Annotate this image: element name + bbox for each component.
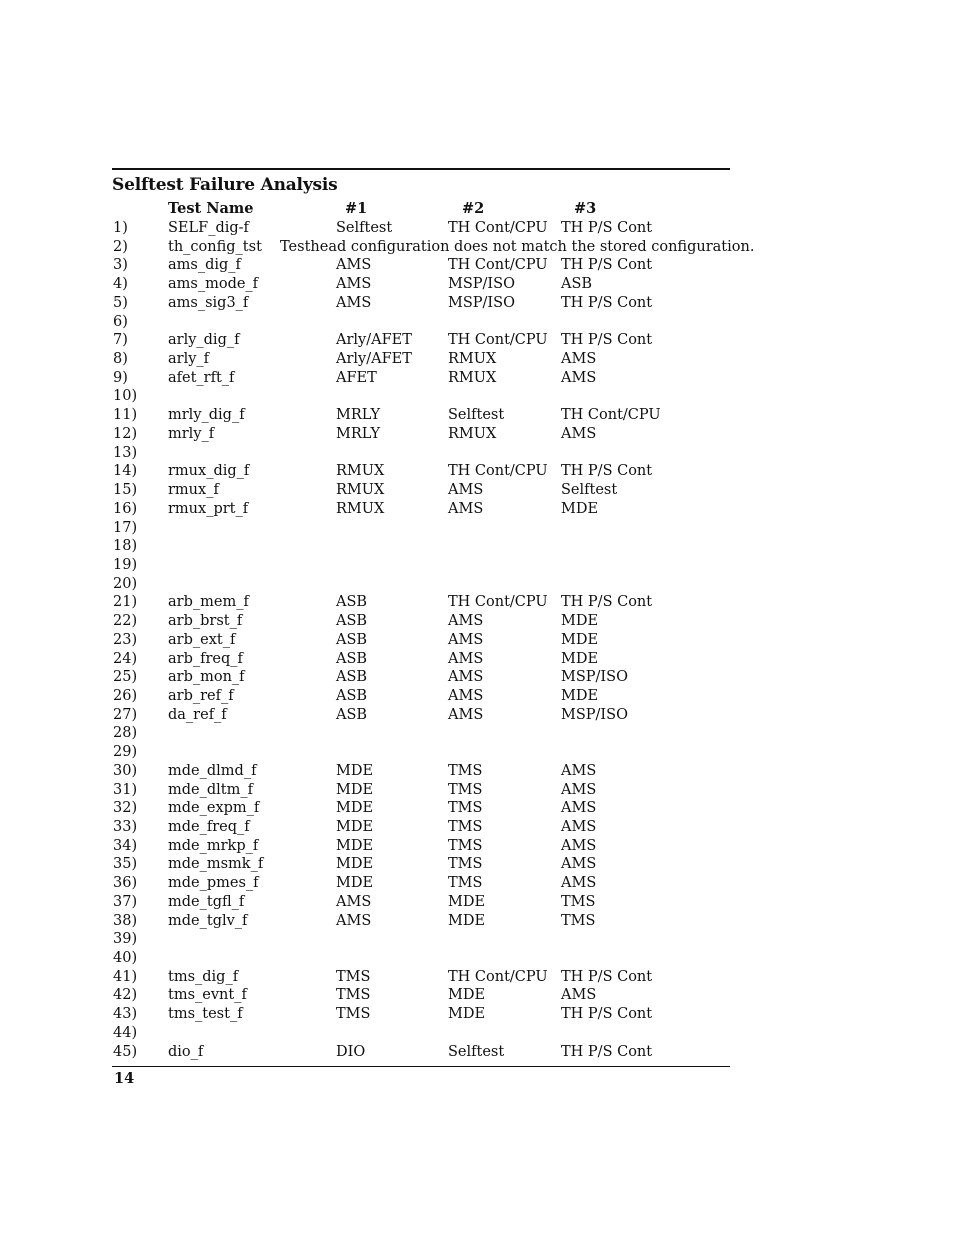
row-number: 26): [113, 687, 138, 704]
test-name: rmux_f: [168, 482, 219, 499]
failure-2: TMS: [448, 837, 483, 854]
row-number: 23): [113, 631, 138, 648]
table-row: [0, 799, 954, 818]
test-name: arb_freq_f: [168, 650, 243, 667]
section-title: Selftest Failure Analysis: [112, 175, 338, 195]
failure-3: AMS: [561, 351, 597, 368]
row-number: 12): [113, 425, 138, 442]
failure-3: AMS: [561, 800, 597, 817]
failure-2: TH Cont/CPU: [448, 257, 548, 274]
failure-1: AMS: [336, 912, 372, 929]
failure-2: MDE: [448, 1006, 486, 1023]
table-row: [0, 238, 954, 257]
failure-2: TH Cont/CPU: [448, 220, 548, 236]
failure-1: RMUX: [336, 482, 385, 499]
table-row: [0, 575, 954, 594]
failure-3: AMS: [561, 369, 597, 386]
failure-1: TMS: [336, 987, 371, 1004]
row-number: 13): [113, 444, 138, 461]
table-row: [0, 1024, 954, 1043]
failure-2: TH Cont/CPU: [448, 463, 548, 480]
failure-1: TMS: [336, 1006, 371, 1023]
failure-3: MSP/ISO: [561, 706, 628, 723]
failure-1: AMS: [336, 257, 372, 274]
row-number: 27): [113, 706, 138, 723]
row-number: 3): [113, 257, 128, 274]
failure-2: TH Cont/CPU: [448, 332, 548, 349]
failure-3: TH P/S Cont: [561, 463, 653, 480]
failure-3: TH P/S Cont: [561, 257, 653, 274]
failure-3: AMS: [561, 762, 597, 779]
failure-1: MDE: [336, 837, 374, 854]
row-number: 28): [113, 725, 138, 742]
table-row: [0, 949, 954, 968]
test-name: mde_dltm_f: [168, 781, 253, 798]
row-number: 24): [113, 650, 138, 667]
failure-1: AMS: [336, 276, 372, 293]
header-col-3: #3: [574, 200, 597, 217]
header-test-name: Test Name: [168, 200, 254, 217]
failure-3: TH P/S Cont: [561, 594, 653, 611]
failure-3: TH Cont/CPU: [561, 407, 661, 424]
row-number: 36): [113, 875, 138, 892]
row-number: 45): [113, 1043, 138, 1060]
failure-3: TH P/S Cont: [561, 220, 653, 236]
failure-3: TH P/S Cont: [561, 1006, 653, 1023]
row-number: 38): [113, 912, 138, 929]
table-row: [0, 256, 954, 275]
test-name: da_ref_f: [168, 706, 227, 723]
table-row: [0, 1005, 954, 1024]
test-name: rmux_prt_f: [168, 500, 249, 517]
row-number: 16): [113, 500, 138, 517]
failure-3: AMS: [561, 819, 597, 835]
table-row: [0, 462, 954, 481]
table-row: [0, 313, 954, 332]
failure-3: MDE: [561, 687, 599, 704]
failure-3: TMS: [561, 912, 596, 929]
failure-1: DIO: [336, 1043, 366, 1060]
failure-1: MRLY: [336, 407, 381, 424]
row-number: 2): [113, 238, 128, 255]
test-name: dio_f: [168, 1043, 204, 1060]
row-number: 10): [113, 388, 138, 405]
row-number: 34): [113, 837, 138, 854]
test-name: ams_sig3_f: [168, 294, 249, 311]
failure-1: MRLY: [336, 425, 381, 442]
failure-1: Arly/AFET: [336, 351, 412, 368]
failure-3: TH P/S Cont: [561, 968, 653, 985]
table-row: [0, 837, 954, 856]
row-number: 40): [113, 950, 138, 967]
failure-2: AMS: [448, 631, 484, 648]
row-note: Testhead configuration does not match the stored configuration.: [280, 238, 755, 255]
failure-2: TH Cont/CPU: [448, 594, 548, 611]
table-row: [0, 687, 954, 706]
test-name: mrly_dig_f: [168, 407, 245, 424]
failure-2: TH Cont/CPU: [448, 968, 548, 985]
failure-1: AFET: [336, 369, 377, 386]
failure-2: TMS: [448, 875, 483, 892]
failure-2: AMS: [448, 687, 484, 704]
test-name: mde_mrkp_f: [168, 837, 259, 854]
test-name: th_config_tst: [168, 238, 262, 255]
failure-3: TH P/S Cont: [561, 1043, 653, 1060]
failure-1: ASB: [336, 669, 368, 686]
test-name: arb_mem_f: [168, 594, 249, 611]
failure-3: TMS: [561, 893, 596, 910]
test-name: arb_ref_f: [168, 687, 234, 704]
failure-1: MDE: [336, 800, 374, 817]
failure-3: AMS: [561, 837, 597, 854]
failure-1: AMS: [336, 294, 372, 311]
row-number: 35): [113, 856, 138, 873]
failure-2: AMS: [448, 706, 484, 723]
row-number: 25): [113, 669, 138, 686]
failure-1: MDE: [336, 762, 374, 779]
failure-1: ASB: [336, 631, 368, 648]
failure-3: AMS: [561, 987, 597, 1004]
row-number: 6): [113, 313, 128, 330]
test-name: SELF_dig-f: [168, 220, 249, 236]
table-row: [0, 556, 954, 575]
failure-2: AMS: [448, 500, 484, 517]
failure-2: TMS: [448, 762, 483, 779]
failure-3: MDE: [561, 650, 599, 667]
test-name: mde_pmes_f: [168, 875, 259, 892]
row-number: 19): [113, 556, 138, 573]
failure-2: AMS: [448, 613, 484, 630]
failure-3: Selftest: [561, 482, 618, 499]
row-number: 32): [113, 800, 138, 817]
failure-1: MDE: [336, 875, 374, 892]
table-row: [0, 706, 954, 725]
row-number: 43): [113, 1006, 138, 1023]
table-row: [0, 631, 954, 650]
test-name: ams_dig_f: [168, 257, 241, 274]
failure-1: MDE: [336, 819, 374, 835]
header-col-1: #1: [345, 200, 368, 217]
test-name: tms_test_f: [168, 1006, 243, 1023]
failure-3: AMS: [561, 425, 597, 442]
failure-3: TH P/S Cont: [561, 332, 653, 349]
failure-2: MDE: [448, 912, 486, 929]
test-name: afet_rft_f: [168, 369, 235, 386]
failure-3: AMS: [561, 856, 597, 873]
test-name: rmux_dig_f: [168, 463, 250, 480]
failure-2: RMUX: [448, 369, 497, 386]
failure-3: AMS: [561, 875, 597, 892]
test-name: mde_tgfl_f: [168, 893, 245, 910]
failure-2: MSP/ISO: [448, 294, 515, 311]
table-row: [0, 519, 954, 538]
failure-3: AMS: [561, 781, 597, 798]
failure-1: ASB: [336, 650, 368, 667]
failure-3: MSP/ISO: [561, 669, 628, 686]
table-header: [0, 200, 954, 219]
failure-3: ASB: [561, 276, 593, 293]
row-number: 17): [113, 519, 138, 536]
table-row: [0, 444, 954, 463]
row-number: 41): [113, 968, 138, 985]
failure-2: AMS: [448, 482, 484, 499]
row-number: 7): [113, 332, 128, 349]
test-name: tms_dig_f: [168, 968, 239, 985]
failure-1: MDE: [336, 856, 374, 873]
table-row: [0, 481, 954, 500]
row-number: 15): [113, 482, 138, 499]
row-number: 20): [113, 575, 138, 592]
test-name: arb_mon_f: [168, 669, 245, 686]
failure-1: ASB: [336, 706, 368, 723]
row-number: 9): [113, 369, 128, 386]
table-row: [0, 331, 954, 350]
row-number: 39): [113, 931, 138, 948]
table-row: [0, 912, 954, 931]
page-number: 14: [114, 1070, 135, 1087]
header-col-2: #2: [462, 200, 485, 217]
row-number: 14): [113, 463, 138, 480]
table-row: [0, 668, 954, 687]
test-name: tms_evnt_f: [168, 987, 247, 1004]
table-row: [0, 893, 954, 912]
failure-1: Arly/AFET: [336, 332, 412, 349]
failure-2: Selftest: [448, 1043, 505, 1060]
failure-1: ASB: [336, 687, 368, 704]
table-row: [0, 968, 954, 987]
table-row: [0, 762, 954, 781]
failure-2: TMS: [448, 800, 483, 817]
row-number: 8): [113, 351, 128, 368]
failure-2: MDE: [448, 893, 486, 910]
test-name: mde_msmk_f: [168, 856, 264, 873]
table-row: [0, 425, 954, 444]
failure-1: MDE: [336, 781, 374, 798]
row-number: 42): [113, 987, 138, 1004]
row-number: 33): [113, 819, 138, 835]
failure-1: AMS: [336, 893, 372, 910]
table-row: [0, 593, 954, 612]
test-name: mde_tglv_f: [168, 912, 248, 929]
table-row: [0, 781, 954, 800]
table-row: [0, 406, 954, 425]
failure-3: TH P/S Cont: [561, 294, 653, 311]
row-number: 29): [113, 744, 138, 761]
test-name: arb_ext_f: [168, 631, 236, 648]
test-name: mde_freq_f: [168, 819, 250, 835]
test-name: arb_brst_f: [168, 613, 243, 630]
failure-2: MSP/ISO: [448, 276, 515, 293]
row-number: 37): [113, 893, 138, 910]
test-name: arly_f: [168, 351, 210, 368]
table-row: [0, 500, 954, 519]
row-number: 11): [113, 407, 138, 424]
top-rule: [112, 168, 730, 170]
table-row: [0, 743, 954, 762]
test-name: ams_mode_f: [168, 276, 259, 293]
table-row: [0, 855, 954, 874]
table-row: [0, 724, 954, 743]
failure-2: TMS: [448, 781, 483, 798]
table-row: [0, 387, 954, 406]
failure-2: RMUX: [448, 425, 497, 442]
failure-2: Selftest: [448, 407, 505, 424]
row-number: 31): [113, 781, 138, 798]
table-row: [0, 219, 954, 238]
failure-1: Selftest: [336, 220, 393, 236]
table-row: [0, 537, 954, 556]
failure-1: RMUX: [336, 463, 385, 480]
test-name: arly_dig_f: [168, 332, 240, 349]
row-number: 22): [113, 613, 138, 630]
row-number: 4): [113, 276, 128, 293]
row-number: 1): [113, 220, 128, 236]
test-name: mrly_f: [168, 425, 215, 442]
table-row: [0, 1043, 954, 1062]
row-number: 21): [113, 594, 138, 611]
row-number: 44): [113, 1024, 138, 1041]
failure-1: RMUX: [336, 500, 385, 517]
table-row: [0, 818, 954, 837]
failure-1: TMS: [336, 968, 371, 985]
bottom-rule: [112, 1066, 730, 1067]
table-row: [0, 874, 954, 893]
failure-2: TMS: [448, 856, 483, 873]
table-row: [0, 612, 954, 631]
failure-2: AMS: [448, 650, 484, 667]
row-number: 5): [113, 294, 128, 311]
failure-3: MDE: [561, 613, 599, 630]
table-row: [0, 275, 954, 294]
failure-1: ASB: [336, 613, 368, 630]
row-number: 30): [113, 762, 138, 779]
row-number: 18): [113, 538, 138, 555]
failure-2: AMS: [448, 669, 484, 686]
failure-3: MDE: [561, 631, 599, 648]
failure-2: MDE: [448, 987, 486, 1004]
table-row: [0, 294, 954, 313]
table-row: [0, 986, 954, 1005]
test-name: mde_dlmd_f: [168, 762, 257, 779]
failure-table: [0, 219, 954, 1061]
test-name: mde_expm_f: [168, 800, 260, 817]
table-row: [0, 930, 954, 949]
table-row: [0, 650, 954, 669]
failure-3: MDE: [561, 500, 599, 517]
table-row: [0, 350, 954, 369]
table-row: [0, 369, 954, 388]
failure-1: ASB: [336, 594, 368, 611]
failure-2: RMUX: [448, 351, 497, 368]
failure-2: TMS: [448, 819, 483, 835]
